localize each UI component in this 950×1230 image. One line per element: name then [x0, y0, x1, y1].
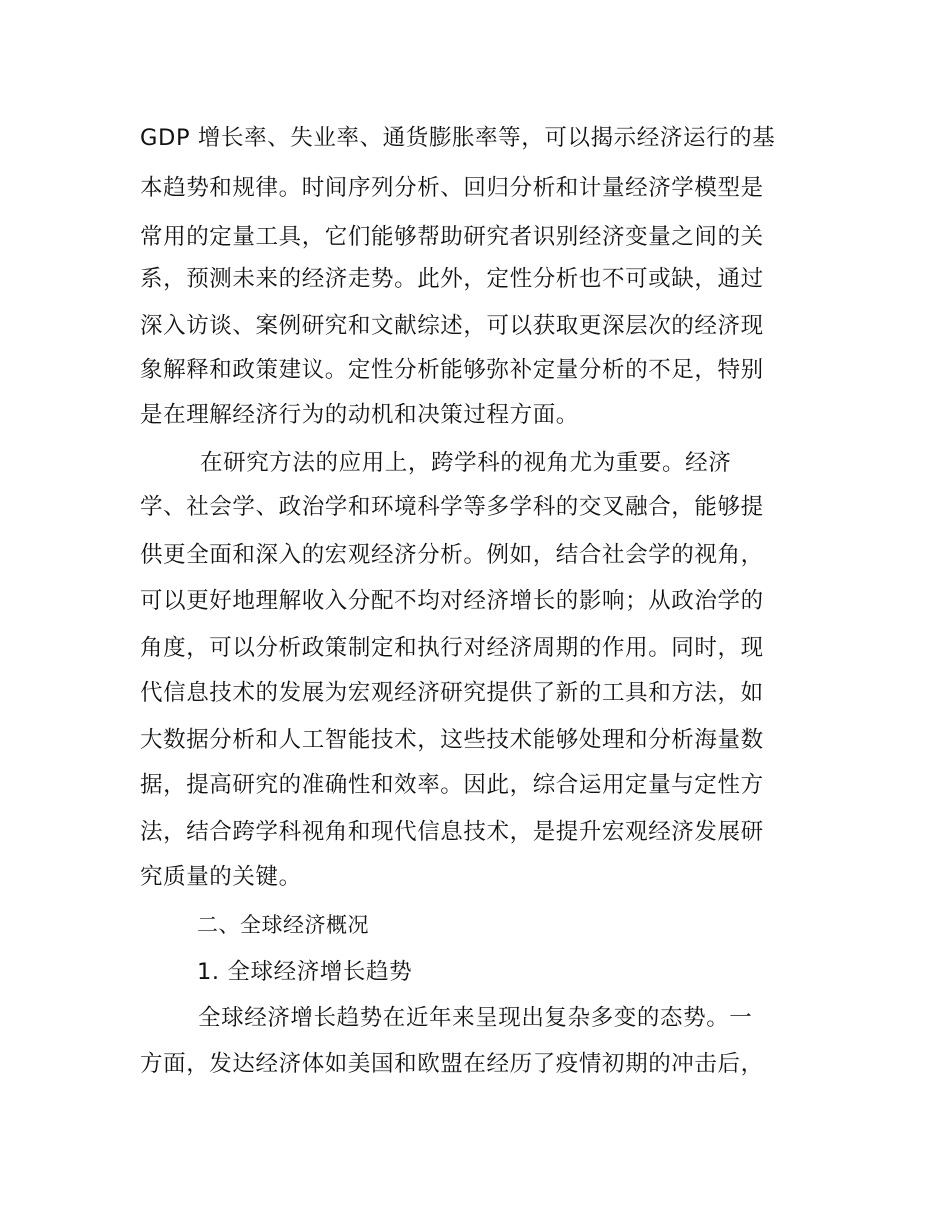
text-line: 深入访谈、案例研究和文献综述，可以获取更深层次的经济现 [140, 313, 764, 339]
section-heading: 二、全球经济概况 [197, 914, 369, 937]
text-line: 全球经济增长趋势在近年来呈现出复杂多变的态势。一 [198, 1005, 753, 1031]
text-line: 系，预测未来的经济走势。此外，定性分析也不可或缺，通过 [140, 266, 764, 292]
text-line: 学、社会学、政治学和环境科学等多学科的交叉融合，能够提 [140, 494, 764, 520]
text-line: 大数据分析和人工智能技术，这些技术能够处理和分析海量数 [140, 727, 764, 753]
text-line: 常用的定量工具，它们能够帮助研究者识别经济变量之间的关 [140, 224, 764, 250]
text-line: 供更全面和深入的宏观经济分析。例如，结合社会学的视角， [140, 542, 764, 568]
text-line: 据，提高研究的准确性和效率。因此，综合运用定量与定性方 [140, 772, 764, 798]
subsection-heading: 1. 全球经济增长趋势 [197, 959, 413, 985]
text-line: 是在理解经济行为的动机和决策过程方面。 [140, 402, 579, 428]
text-line: 本趋势和规律。时间序列分析、回归分析和计量经济学模型是 [140, 175, 764, 201]
text-line: 方面，发达经济体如美国和欧盟在经历了疫情初期的冲击后， [140, 1051, 764, 1077]
text-line: 代信息技术的发展为宏观经济研究提供了新的工具和方法，如 [140, 680, 764, 706]
text-line: 法，结合跨学科视角和现代信息技术，是提升宏观经济发展研 [140, 819, 764, 845]
text-line: 可以更好地理解收入分配不均对经济增长的影响；从政治学的 [140, 588, 764, 614]
text-line: 象解释和政策建议。定性分析能够弥补定量分析的不足，特别 [140, 357, 764, 383]
text-line: GDP 增长率、失业率、通货膨胀率等，可以揭示经济运行的基 [140, 125, 776, 151]
text-line: 在研究方法的应用上，跨学科的视角尤为重要。经济 [200, 450, 732, 476]
text-line: 角度，可以分析政策制定和执行对经济周期的作用。同时，现 [140, 635, 764, 661]
text-line: 究质量的关键。 [140, 864, 302, 890]
